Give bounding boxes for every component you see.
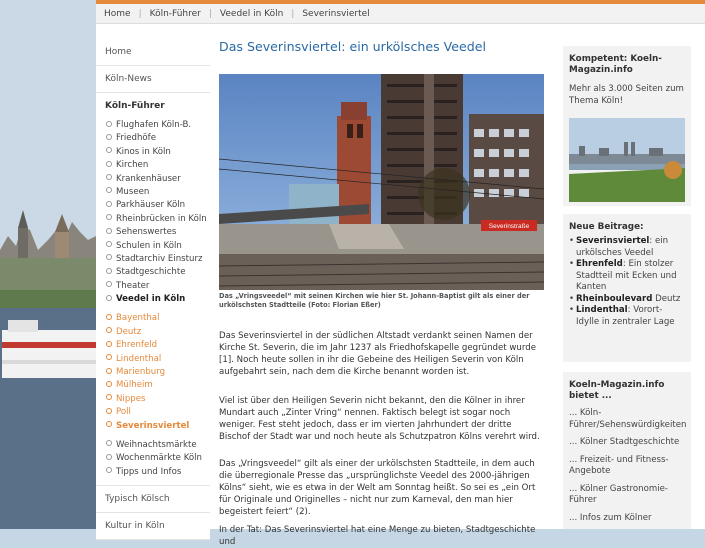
nav-item[interactable]: Parkhäuser Köln (106, 199, 210, 212)
bullet-icon (106, 394, 112, 400)
bullet-icon (106, 201, 112, 207)
sidebar-box-promo (563, 46, 691, 206)
nav-item[interactable]: Krankenhäuser (106, 173, 210, 186)
nav-veedel-item[interactable]: Deutz (106, 326, 210, 339)
nav-item[interactable]: Schulen in Köln (106, 240, 210, 253)
promo-text: Mehr als 3.000 Seiten zum Thema Köln! (569, 84, 684, 106)
nav-veedel-item[interactable]: Lindenthal (106, 353, 210, 366)
bullet-icon (106, 147, 112, 153)
breadcrumb-current: Severinsviertel (302, 8, 370, 19)
breadcrumb-separator: | (208, 8, 212, 19)
article-photo (219, 74, 544, 290)
bullet-icon (106, 421, 112, 427)
nav-veedel-item-active[interactable]: Severinsviertel (106, 420, 210, 433)
left-navigation (96, 39, 210, 540)
page-title: Das Severinsviertel: ein urkölsches Veedel (219, 39, 487, 54)
offer-link[interactable]: ... Kölner Stadtgeschichte (569, 437, 680, 447)
nav-item[interactable]: Theater (106, 280, 210, 293)
recent-posts-list (569, 236, 685, 328)
recent-post-item[interactable]: • Ehrenfeld: Ein stolzer Stadtteil mit Ecken und Kanten (569, 259, 685, 294)
bullet-icon (106, 281, 112, 287)
bullet-icon (106, 408, 112, 414)
bullet-icon (106, 327, 112, 333)
nav-typisch-koelsch[interactable]: Typisch Kölsch (96, 485, 210, 513)
background-city-panorama (0, 0, 96, 529)
offer-link[interactable]: ... Köln-Führer/Sehenswürdigkeiten (569, 408, 687, 430)
bullet-icon (106, 161, 112, 167)
nav-item[interactable]: Friedhöfe (106, 132, 210, 145)
nav-item[interactable]: Weihnachtsmärkte (106, 439, 210, 452)
breadcrumb-koeln-fuehrer[interactable]: Köln-Führer (149, 8, 201, 19)
bullet-icon (106, 254, 112, 260)
nav-item[interactable]: Stadtgeschichte (106, 266, 210, 279)
paragraph-2: Viel ist über den Heiligen Severin nicht bekannt, den die Kölner in ihrer Mundart auch „Zinter Vring“ nennen. Faktisch belegt ist sogar noch weniger. Fest steht jedoch, dass er im vierten Jahrhundert der dritte Bischof der Stadt war und noch heute als Schutzpatron Kölns verehrt wird. (219, 395, 540, 442)
bullet-icon (106, 121, 112, 127)
breadcrumb-home[interactable]: Home (104, 8, 131, 19)
nav-home[interactable]: Home (96, 39, 210, 66)
promo-title: Kompetent: Koeln-Magazin.info (569, 54, 662, 75)
bullet-icon (106, 268, 112, 274)
bullet-icon (106, 214, 112, 220)
nav-item[interactable]: Sehenswertes (106, 226, 210, 239)
bullet-icon (106, 174, 112, 180)
offer-link[interactable]: ... Freizeit- und Fitness-Angebote (569, 454, 669, 476)
photo-caption: Das „Vringsveedel“ mit seinen Kirchen wie hier St. Johann-Baptist gilt als einer der urkölschsten Stadtteile (Foto: Florian Eßer) (219, 292, 530, 309)
nav-veedel-item[interactable]: Marienburg (106, 366, 210, 379)
nav-item[interactable]: Flughafen Köln-B. (106, 119, 210, 132)
bullet-icon (106, 381, 112, 387)
bullet-icon (106, 454, 112, 460)
nav-guide-list (96, 119, 210, 306)
offers-title: Koeln-Magazin.info bietet ... (569, 380, 665, 401)
nav-veedel-item[interactable]: Ehrenfeld (106, 339, 210, 352)
nav-item[interactable]: Museen (106, 186, 210, 199)
sidebar-cologne-photo (569, 118, 685, 202)
bullet-icon (106, 134, 112, 140)
nav-item[interactable]: Kinos in Köln (106, 146, 210, 159)
bullet-icon (106, 354, 112, 360)
nav-veedel-item[interactable]: Bayenthal (106, 312, 210, 325)
article (219, 39, 544, 547)
breadcrumb-separator: | (138, 8, 142, 19)
bullet-icon (106, 295, 112, 301)
bullet-icon (106, 467, 112, 473)
offer-link[interactable]: ... Infos zum Kölner (569, 512, 652, 523)
sidebar-box-offers (563, 372, 691, 529)
nav-koeln-news[interactable]: Köln-News (96, 66, 210, 93)
breadcrumb-veedel[interactable]: Veedel in Köln (219, 8, 284, 19)
breadcrumb (96, 4, 705, 24)
nav-item[interactable]: Stadtarchiv Einsturz (106, 253, 210, 266)
paragraph-4: In der Tat: Das Severinsviertel hat eine Menge zu bieten, Stadtgeschichte und (219, 524, 536, 547)
nav-veedel-item[interactable]: Mülheim (106, 379, 210, 392)
nav-item[interactable]: Tipps und Infos (106, 466, 210, 479)
nav-veedel-item[interactable]: Nippes (106, 393, 210, 406)
bullet-icon (106, 228, 112, 234)
nav-item[interactable]: Wochenmärkte Köln (106, 452, 210, 465)
nav-veedel-list (96, 312, 210, 433)
bullet-icon (106, 314, 112, 320)
sidebar-box-recent (563, 214, 691, 362)
nav-item[interactable]: Kirchen (106, 159, 210, 172)
nav-veedel-item[interactable]: Poll (106, 406, 210, 419)
bullet-icon (106, 440, 112, 446)
breadcrumb-separator: | (291, 8, 295, 19)
recent-post-item[interactable]: • Rheinboulevard Deutz (569, 294, 685, 306)
bullet-icon (106, 368, 112, 374)
recent-title: Neue Beitrage: (569, 222, 644, 232)
paragraph-3: Das „Vringsveedel“ gilt als einer der urkölschsten Stadtteile, in dem auch die überregionale Presse das „ursprünglichste Veedel des 2000-jährigen Kölns“ sieht, wie es etwa in der Welt am Sonntag heißt. So sei es „ein Ort für Originale und Originelles – nicht nur zum Karneval, den man hier begeistert feiert“ (2). (219, 458, 536, 517)
nav-item-veedel[interactable]: Veedel in Köln (106, 293, 210, 306)
nav-extra-list (96, 439, 210, 479)
station-sign-text: Severinstraße (488, 223, 530, 230)
nav-item[interactable]: Rheinbrücken in Köln (106, 213, 210, 226)
offer-link[interactable]: ... Kölner Gastronomie-Führer (569, 483, 669, 505)
paragraph-1: Das Severinsviertel in der südlichen Altstadt verdankt seinen Namen der Kirche St. Severin, die im Jahr 1237 als Friedhofskapelle gegründet wurde [1]. Noch heute sollen in ihr die Gebeine des Heiligen Severin von Köln aufgebahrt sein, nach dem die Kirche benannt worden ist. (219, 330, 537, 377)
nav-koeln-fuehrer[interactable]: Köln-Führer (105, 101, 165, 111)
recent-post-item[interactable]: • Severinsviertel: ein urkölsches Veedel (569, 236, 685, 259)
bullet-icon (106, 241, 112, 247)
recent-post-item[interactable]: • Lindenthal: Vorort-Idylle in zentraler Lage (569, 305, 685, 328)
bullet-icon (106, 341, 112, 347)
nav-kultur[interactable]: Kultur in Köln (96, 513, 210, 540)
bullet-icon (106, 187, 112, 193)
